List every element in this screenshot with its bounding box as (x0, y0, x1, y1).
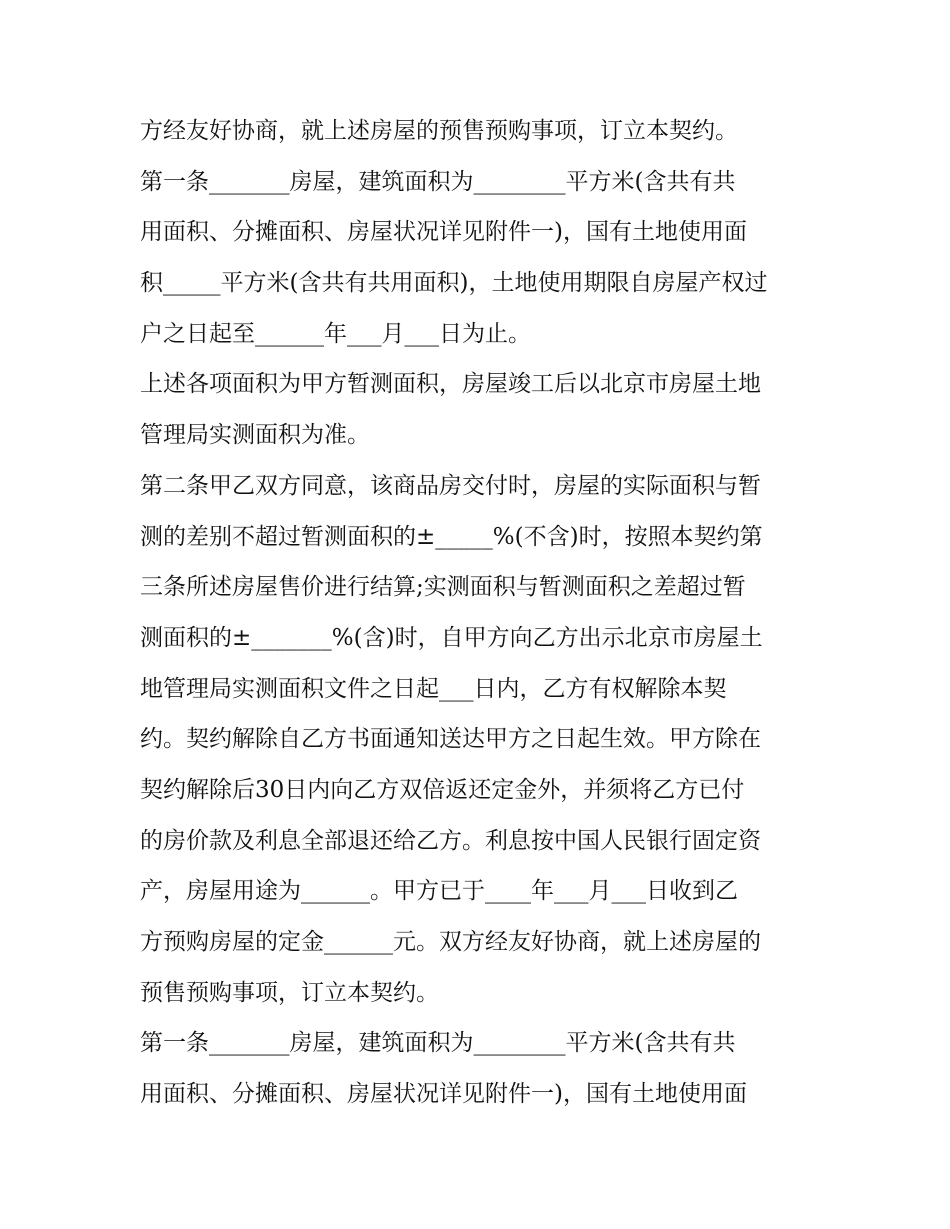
text-line: 户之日起至______年___月___日为止。 (140, 320, 531, 347)
text-line: 方预购房屋的定金______元。双方经友好协商，就上述房屋的 (140, 929, 761, 955)
text-line: 契约解除后30日内向乙方双倍返还定金外，并须将乙方已付 (140, 776, 745, 803)
text-line: 产，房屋用途为______。甲方已于____年___月___日收到乙 (140, 878, 738, 905)
text-line: 用面积、分摊面积、房屋状况详见附件一)，国有土地使用面 (140, 219, 747, 246)
text-line: 的房价款及利息全部退还给乙方。利息按中国人民银行固定资 (140, 827, 761, 854)
text-line: 约。契约解除自乙方书面通知送达甲方之日起生效。甲方除在 (140, 726, 761, 753)
text-line: 测面积的±_______%(含)时，自甲方向乙方出示北京市房屋土 (140, 624, 763, 651)
document-body (140, 106, 820, 1120)
text-line: 地管理局实测面积文件之日起___日内，乙方有权解除本契 (140, 675, 727, 702)
text-line: 三条所述房屋售价进行结算;实测面积与暂测面积之差超过暂 (140, 574, 746, 601)
text-line: 积_____平方米(含共有共用面积)，土地使用期限自房屋产权过 (140, 270, 768, 297)
text-line: 第一条_______房屋，建筑面积为________平方米(含共有共 (140, 1030, 736, 1057)
text-line: 第二条甲乙双方同意，该商品房交付时，房屋的实际面积与暂 (140, 472, 761, 499)
text-line: 用面积、分摊面积、房屋状况详见附件一)，国有土地使用面 (140, 1081, 747, 1108)
text-line: 测的差别不超过暂测面积的±_____%(不含)时，按照本契约第 (140, 523, 763, 550)
text-line: 方经友好协商，就上述房屋的预售预购事项，订立本契约。 (140, 118, 738, 144)
text-line: 管理局实测面积为准。 (140, 422, 370, 449)
text-line: 第一条_______房屋，建筑面积为________平方米(含共有共 (140, 168, 736, 195)
text-line: 预售预购事项，订立本契约。 (140, 979, 439, 1006)
text-line: 上述各项面积为甲方暂测面积，房屋竣工后以北京市房屋土地 (140, 371, 761, 398)
